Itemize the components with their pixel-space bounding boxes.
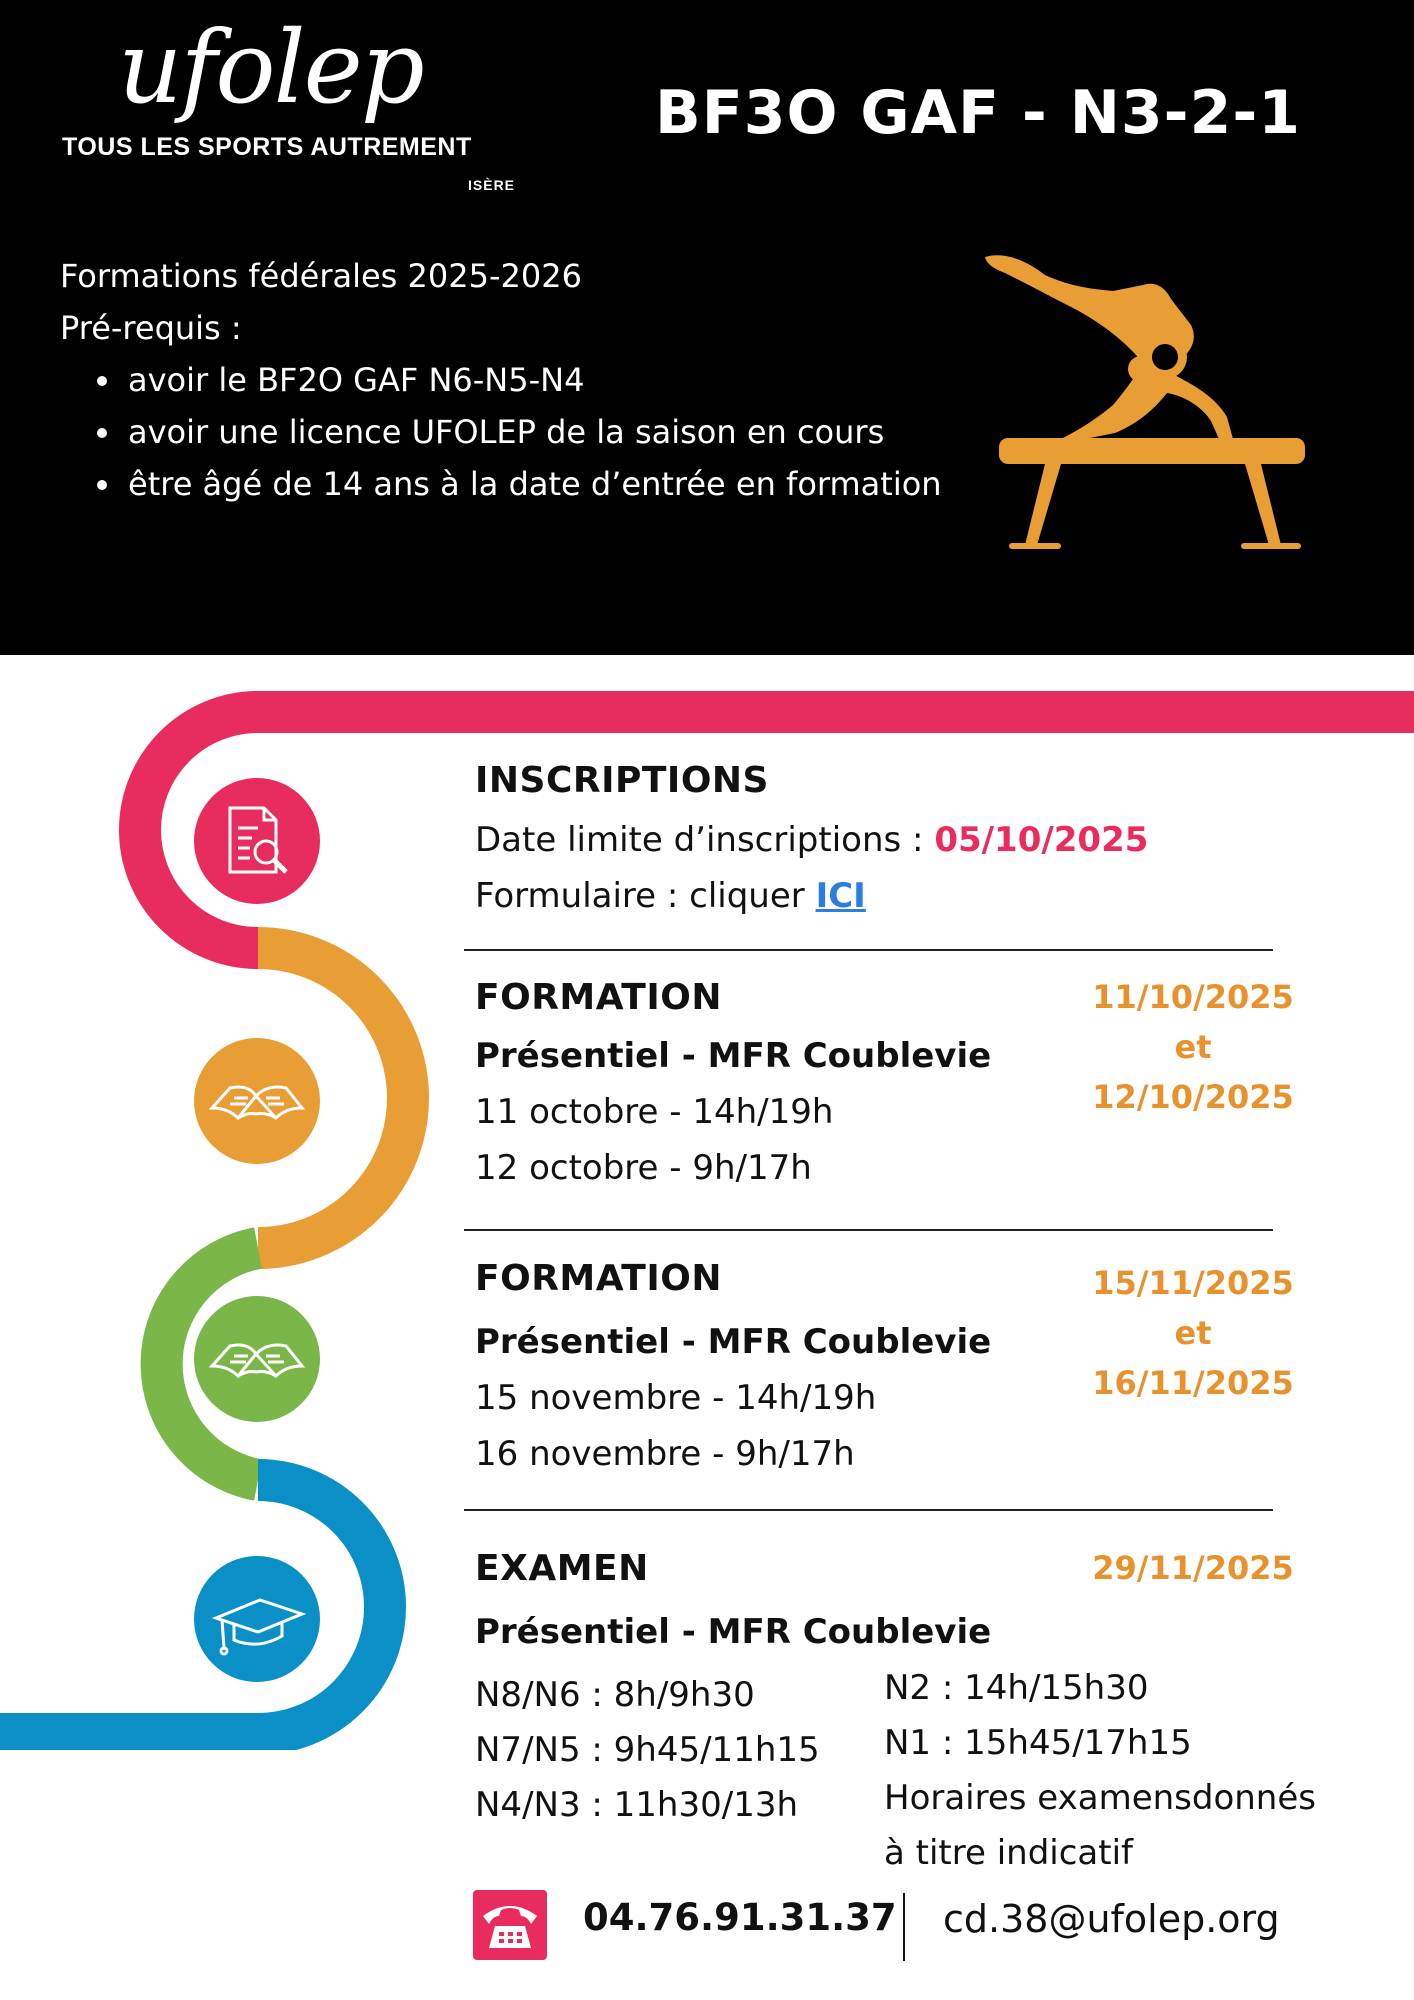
- deadline-line: [475, 820, 1148, 860]
- date-join: et: [1174, 1028, 1212, 1066]
- examen-level-line: N1 : 15h45/17h15: [884, 1723, 1192, 1763]
- logo-region: ISÈRE: [468, 177, 516, 193]
- date-end: 12/10/2025: [1092, 1078, 1294, 1116]
- intro-line: Formations fédérales 2025-2026: [60, 257, 582, 295]
- list-item: • avoir le BF2O GAF N6-N5-N4: [124, 354, 942, 406]
- form-label: Formulaire : cliquer: [475, 876, 816, 916]
- prerequisites-label: Pré-requis :: [60, 309, 242, 347]
- divider: [464, 1509, 1273, 1511]
- examen-location: Présentiel - MFR Coublevie: [475, 1612, 992, 1652]
- examen-date: 29/11/2025: [1092, 1549, 1294, 1587]
- date-end: 16/11/2025: [1092, 1364, 1294, 1402]
- phone-badge: [473, 1890, 547, 1960]
- graduation-cap-icon: [194, 1556, 320, 1682]
- list-item: • être âgé de 14 ans à la date d’entrée en formation: [124, 458, 942, 510]
- inscriptions-title: INSCRIPTIONS: [475, 760, 769, 801]
- divider: [464, 949, 1273, 951]
- examen-level-line: N8/N6 : 8h/9h30: [475, 1675, 755, 1715]
- inscriptions-badge: [194, 778, 320, 904]
- logo-tagline: TOUS LES SPORTS AUTREMENT: [62, 133, 472, 161]
- deadline-label: Date limite d’inscriptions :: [475, 820, 935, 860]
- formation1-schedule-line: 11 octobre - 14h/19h: [475, 1092, 834, 1132]
- examen-levels-left: [475, 1668, 820, 1833]
- form-line: [475, 876, 866, 916]
- formation1-dates: [1073, 972, 1313, 1122]
- formation2-schedule-line: 16 novembre - 9h/17h: [475, 1434, 855, 1474]
- footer-divider: [903, 1893, 905, 1961]
- deadline-date: 05/10/2025: [934, 820, 1149, 860]
- examen-badge: [194, 1556, 320, 1682]
- gymnast-balance-beam-icon: [975, 245, 1335, 555]
- open-book-icon: [194, 1296, 320, 1422]
- formation1-location: Présentiel - MFR Coublevie: [475, 1036, 992, 1076]
- open-book-icon: [194, 1038, 320, 1164]
- registration-form-link[interactable]: ICI: [815, 876, 866, 916]
- examen-level-line: N7/N5 : 9h45/11h15: [475, 1730, 820, 1770]
- document-search-icon: [194, 778, 320, 904]
- formation1-badge: [194, 1038, 320, 1164]
- divider: [464, 1229, 1273, 1231]
- formation2-badge: [194, 1296, 320, 1422]
- formation2-dates: [1073, 1258, 1313, 1408]
- formation2-title: FORMATION: [475, 1258, 722, 1299]
- examen-note: à titre indicatif: [884, 1833, 1134, 1873]
- formation2-location: Présentiel - MFR Coublevie: [475, 1322, 992, 1362]
- formation2-schedule-line: 15 novembre - 14h/19h: [475, 1378, 877, 1418]
- formation1-schedule-line: 12 octobre - 9h/17h: [475, 1148, 812, 1188]
- examen-title: EXAMEN: [475, 1548, 649, 1589]
- examen-level-line: N2 : 14h/15h30: [884, 1668, 1149, 1708]
- date-join: et: [1174, 1314, 1212, 1352]
- email-address[interactable]: cd.38@ufolep.org: [943, 1897, 1280, 1941]
- page-title: BF3O GAF - N3-2-1: [655, 78, 1301, 148]
- ufolep-logo: ufolep: [118, 9, 423, 126]
- examen-levels-right: [884, 1661, 1316, 1881]
- date-start: 15/11/2025: [1092, 1264, 1294, 1302]
- intro-block: [60, 250, 582, 354]
- examen-level-line: N4/N3 : 11h30/13h: [475, 1785, 798, 1825]
- list-item: • avoir une licence UFOLEP de la saison en cours: [124, 406, 942, 458]
- date-start: 11/10/2025: [1092, 978, 1294, 1016]
- prerequisites-list: [88, 354, 942, 510]
- phone-number[interactable]: 04.76.91.31.37: [583, 1896, 897, 1939]
- examen-note: Horaires examensdonnés: [884, 1778, 1316, 1818]
- telephone-icon: [473, 1890, 547, 1960]
- formation1-title: FORMATION: [475, 977, 722, 1018]
